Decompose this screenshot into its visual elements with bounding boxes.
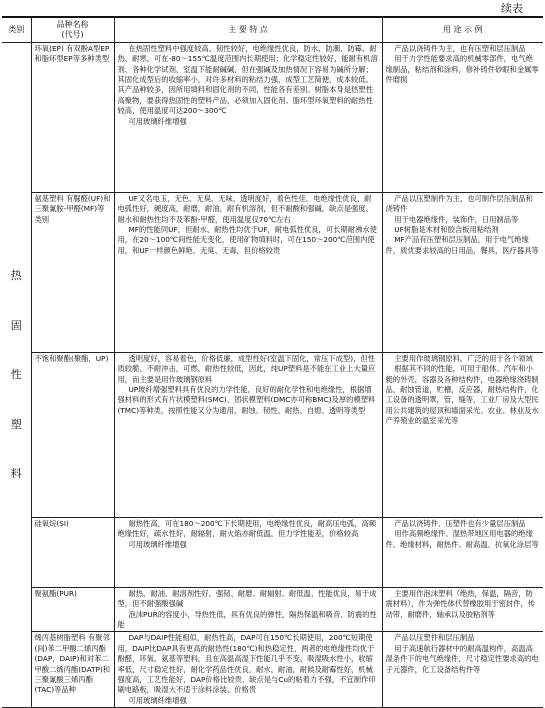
row-name: 烯丙基树脂塑料 有聚邻(间)苯二甲酸二烯丙酯(DAP，DAIP)和对苯二甲酸二烯丙酯(DATP)和三聚氰酸三烯丙酯(TAC)等品种 [31,632,114,708]
header-row [2,17,543,43]
table-row [2,518,543,588]
table-row [2,353,543,518]
row-features: 透明度好，容易着色，价格低廉，成型性好(室温下固化，常压下成型)，但性质较脆、不耐冲击，可燃，耐热性较低，因此，纯UP塑料是不能在工业上大量应用，而主要是用作玻璃钢原料 UP玻纤增强塑料具有优良的力学性能，良好的耐化学性和电绝缘性，根据增强材料的形式有片状模塑料(SMC)、团状模塑料(DMC亦可称BMC)及厚的模塑料(TMC)等种类，按照性能又分为通用、耐蚀、韧性、耐热、自熄、透明等类型 [114,353,382,518]
header-category: 类别 [2,17,31,43]
row-uses: 产品以浇铸件为主，也有压塑和层压制品 用于力学性能要求高的机械零部件，电气绝缘制品，粘结剂和涂料，修补铸件砂眼和金属零件磨损 [382,43,543,193]
header-uses: 用 途 示 例 [382,17,543,43]
row-uses: 产品以压塑制件为主，也可制作层压制品和浇铸件 用于电器绝缘件，装饰件，日用制品等 UF树脂是木材和胶合板用粘结剂 MF产品有压塑和层压制品，用于电气绝缘件，质优要求较高的日用品，餐具，医疗器具等 [382,193,543,353]
row-uses: 主要用作玻璃钢原料，广泛的用于各个领域 根据其不同的性能，可用于船体、汽车和小艇的外壳，容器及各种结构件，电器绝缘浇铸制品，耐蚀管道，贮槽，反应器，耐热结构件，化工设备的透明罩，管，缝等，工业厂房及大型民用公共建筑的屋顶和墙面采光、农业、林业及水产养殖业的温室采光等 [382,353,543,518]
table-row [2,193,543,353]
row-features: 在热固性塑料中强度较高、韧性较好，电绝缘性优良，防水、防潮、防霉、耐热、耐寒，可在-80～155℃温度范围内长期使用；化学稳定性较好，能耐有机溶剂、各种化学试剂，室温下能耐碱碱，但在强碱及加热情况下容易为碱所分解；其固化成型后的收缩率小，对许多材料的粘结力强，成型工艺简便，成本较低。其产品种较多，因所用填料和固化剂的不同，性能各有差别。树脂本身是热塑性高聚物，要获得热固性的塑料产品，必须加入固化剂。脂环型环氧塑料的耐热性较高，使用温度可达200～300℃ 可用玻璃纤维增强 [114,43,382,193]
row-uses: 主要用作泡沫塑料（绝热，保温，隔音，防震材料），作为弹性体代替橡胶用于密封件，传动带，耐磨件，轴承以及胶粘剂等 [382,588,543,632]
row-uses: 产品以压塑件和层压制品 用于高速航行器材中的耐高温构件，高温高湿条件下的电气绝缘件，尺寸稳定性要求高的电子元器件，化工设备结构件等 [382,632,543,708]
row-uses: 产品以浇铸件、压塑件也有少量层压制品 用作高频绝缘件、湿热带地区用电器的绝缘件、绝缘材料，耐热件、耐高温、抗氧化涂层等 [382,518,543,588]
table-row [2,43,543,193]
row-features: DAP与DAIP性能相似，耐热性高，DAP可在150℃长期使用，200℃短期使用，DAIP比DAP具有更高的耐热性(180℃)和热稳定性，两者的电绝缘性均优于酚醛，环氧、氨基等塑料，且在高温高湿下性能几乎不变，吸湿吸水性小，收缩率低，尺寸稳定性好，耐化学药品性优良，耐水，耐油，耐候及耐霉性好，机械强度高，工艺性能好，DAP价格比较贵，缺点是与Cu的粘着力不强，不宜制作印刷电路板，吸湿大不适于涂料涂装，价格贵 可用玻璃纤维增强 [114,632,382,708]
row-features: 耐热性高，可在180～200℃下长期使用，电绝缘性优良，耐高压电弧，高频绝缘性好，疏水性好，耐辐射，耐火焰亦耐低温，但力学性能差，价格较高 可用玻璃纤维增强 [114,518,382,588]
row-name: 聚氨酯(PUR) [31,588,114,632]
category-cell: 热 固 性 塑 料 [2,43,31,708]
table-row [2,632,543,708]
header-features: 主 要 特 点 [114,17,382,43]
plastics-table [2,16,543,708]
continued-label: 续表 [501,2,523,15]
row-name: 环氧(EP) 有双酚A型EP和脂环型EP等多种类型 [31,43,114,193]
row-features: 耐热、耐油、耐溶剂性好，强韧、耐磨、耐辐射、耐低温、性能优良，易于成型，但不耐强酸强碱 泡沫PUR的容度小，导热性低，具有优良的弹性，隔热保温和吸音、防震的性能 [114,588,382,632]
row-name: 硅氧烷(SI) [31,518,114,588]
row-name: 氨基塑料 有脲醛(UF)和三聚氰胺-甲醛(MF)等类别 [31,193,114,353]
header-name: 品种名称 (代号) [31,17,114,43]
table-row [2,588,543,632]
row-features: UF又名电玉，无色、无臭、无味，透明度好，着色性佳，电绝缘性优良，耐电弧性好，硬度高，耐磨，耐油，耐有机溶剂，但不耐酸和强碱，缺点是强度、耐水和耐热性均不及苯酚-甲醛，使用温度仅70℃左右 MF的性能同UF，但耐水、耐热性均优于UF，耐电弧性优良，可长期耐沸水使用，在20～100℃间性能无变化，使用矿物填料时，可在150～200℃范围内使用，和UF一样颜色鲜艳、无臭、无毒，但价格较贵 [114,193,382,353]
row-name: 不饱和聚酯(聚酯，UP) [31,353,114,518]
